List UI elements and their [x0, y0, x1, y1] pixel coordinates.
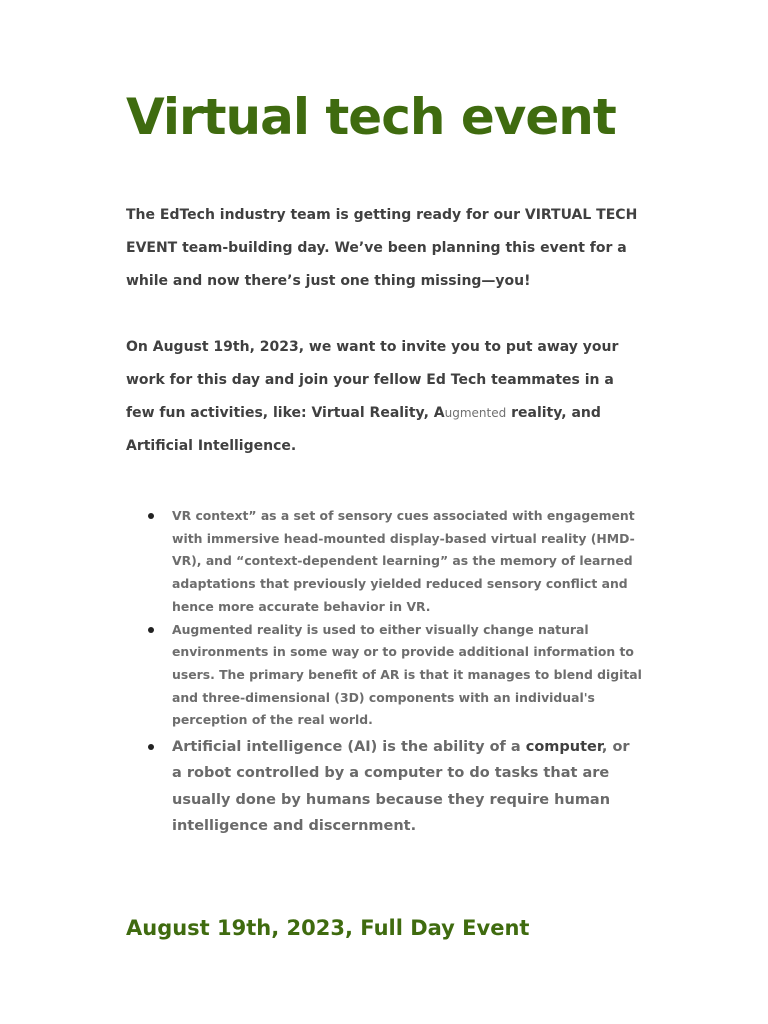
invite-text-small: ugmented	[444, 406, 507, 420]
bullet-dot-icon	[148, 744, 154, 750]
bullet-text: VR context” as a set of sensory cues associated with engagement with immersive head-mounted display-based virtual reality (HMD-VR), and “context-dependent learning” as the memory of learned adaptations that previously yielded reduced sensory conflict and hence more accurate behavior in VR.	[172, 508, 635, 614]
bullet-text-emphasis: computer	[525, 739, 602, 756]
invite-text-end: reality, and Artificial Intelligence.	[126, 405, 601, 454]
bullet-item-vr	[126, 505, 642, 619]
bullet-text-end: , or a robot controlled by a computer to do tasks that are usually done by humans because they require human intelligence and discernment.	[172, 739, 630, 834]
bullet-item-ai	[126, 734, 642, 839]
bullet-text-start: Artificial intelligence (AI) is the ability of a	[172, 739, 526, 756]
activity-bullet-list	[126, 505, 646, 839]
bullet-text: Augmented reality is used to either visually change natural environments in some way or to provide additional information to users. The primary benefit of AR is that it manages to blend digital and three-dimensional (3D) components with an individual's perception of the real world.	[172, 621, 642, 728]
invite-paragraph	[126, 331, 646, 463]
intro-paragraph: The EdTech industry team is getting ready for our VIRTUAL TECH EVENT team-building day. We’ve been planning this event for a while and now there’s just one thing missing—you!	[126, 207, 638, 289]
event-date-heading: August 19th, 2023, Full Day Event	[126, 916, 530, 940]
bullet-item-ar	[126, 619, 642, 733]
page-title: Virtual tech event	[126, 88, 616, 146]
invite-text-start: On August 19th, 2023, we want to invite you to put away your work for this day and join your fellow Ed Tech teammates in a few fun activities, like: Virtual Reality, A	[126, 339, 619, 421]
bullet-dot-icon	[148, 627, 154, 633]
bullet-dot-icon	[148, 513, 154, 519]
